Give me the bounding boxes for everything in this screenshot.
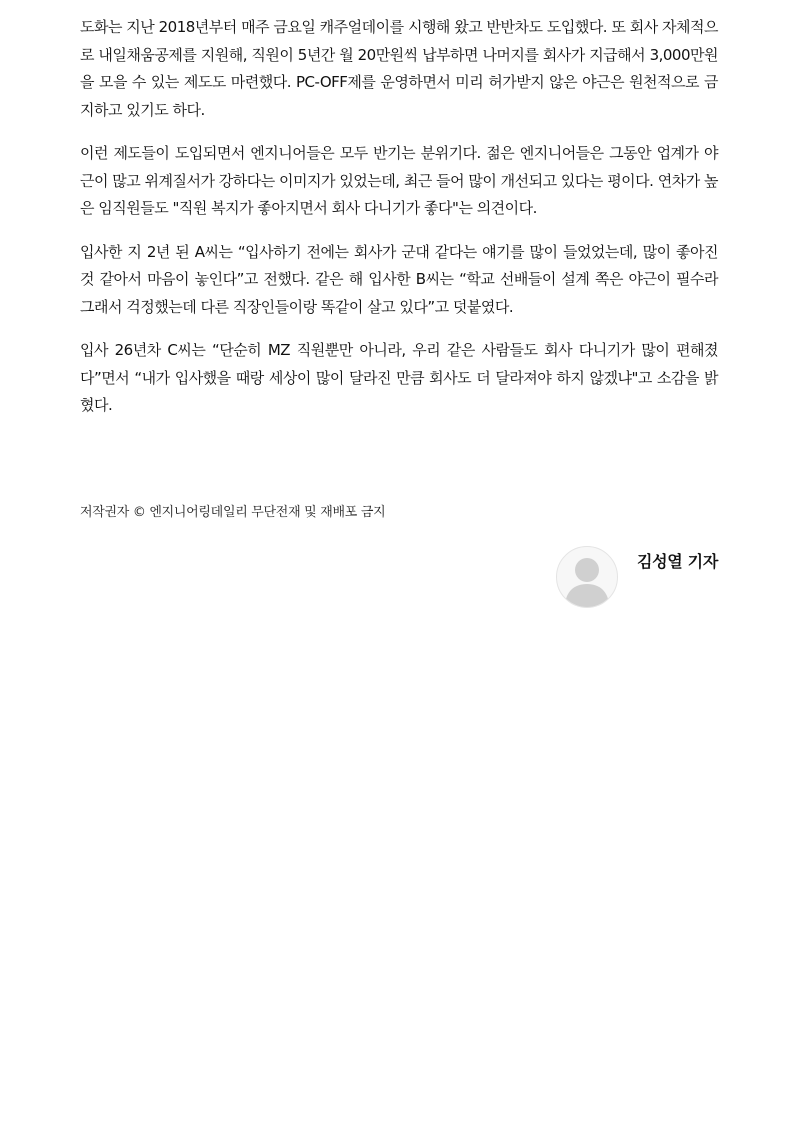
- reporter-byline[interactable]: [556, 546, 718, 608]
- article-paragraph-3: 입사한 지 2년 된 A씨는 “입사하기 전에는 회사가 군대 같다는 얘기를 많이 들었었는데, 많이 좋아진 것 같아서 마음이 놓인다”고 전했다. 같은 해 입사한 B씨는 “학교 선배들이 설계 쪽은 야근이 필수라 그래서 걱정했는데 다른 직장인들이랑 똑같이 살고 있다”고 덧붙였다.: [80, 242, 718, 316]
- reporter-avatar[interactable]: [556, 546, 618, 608]
- article-paragraph-1: 도화는 지난 2018년부터 매주 금요일 캐주얼데이를 시행해 왔고 반반차도 도입했다. 또 회사 자체적으로 내일채움공제를 지원해, 직원이 5년간 월 20만원씩 납부하면 나머지를 회사가 지급해서 3,000만원을 모을 수 있는 제도도 마련했다. PC-OFF제를 운영하면서 미리 허가받지 않은 야근은 원천적으로 금지하고 있기도 하다.: [80, 18, 718, 119]
- article-body: [80, 14, 718, 436]
- article-paragraph-4: 입사 26년차 C씨는 “단순히 MZ 직원뿐만 아니라, 우리 같은 사람들도 회사 다니기가 많이 편해졌다”면서 “내가 입사했을 때랑 세상이 많이 달라진 만큼 회사도 더 달라져야 하지 않겠냐"고 소감을 밝혔다.: [80, 341, 718, 414]
- copyright-notice: 저작권자 © 엔지니어링데일리 무단전재 및 재배포 금지: [80, 505, 386, 520]
- user-silhouette-icon: [557, 547, 617, 607]
- article-paragraph-2: 이런 제도들이 도입되면서 엔지니어들은 모두 반기는 분위기다. 젊은 엔지니어들은 그동안 업계가 야근이 많고 위계질서가 강하다는 이미지가 있었는데, 최근 들어 많이 개선되고 있다는 평이다. 연차가 높은 임직원들도 "직원 복지가 좋아지면서 회사 다니기가 좋다"는 의견이다.: [80, 144, 718, 217]
- reporter-name[interactable]: 김성열 기자: [636, 552, 718, 571]
